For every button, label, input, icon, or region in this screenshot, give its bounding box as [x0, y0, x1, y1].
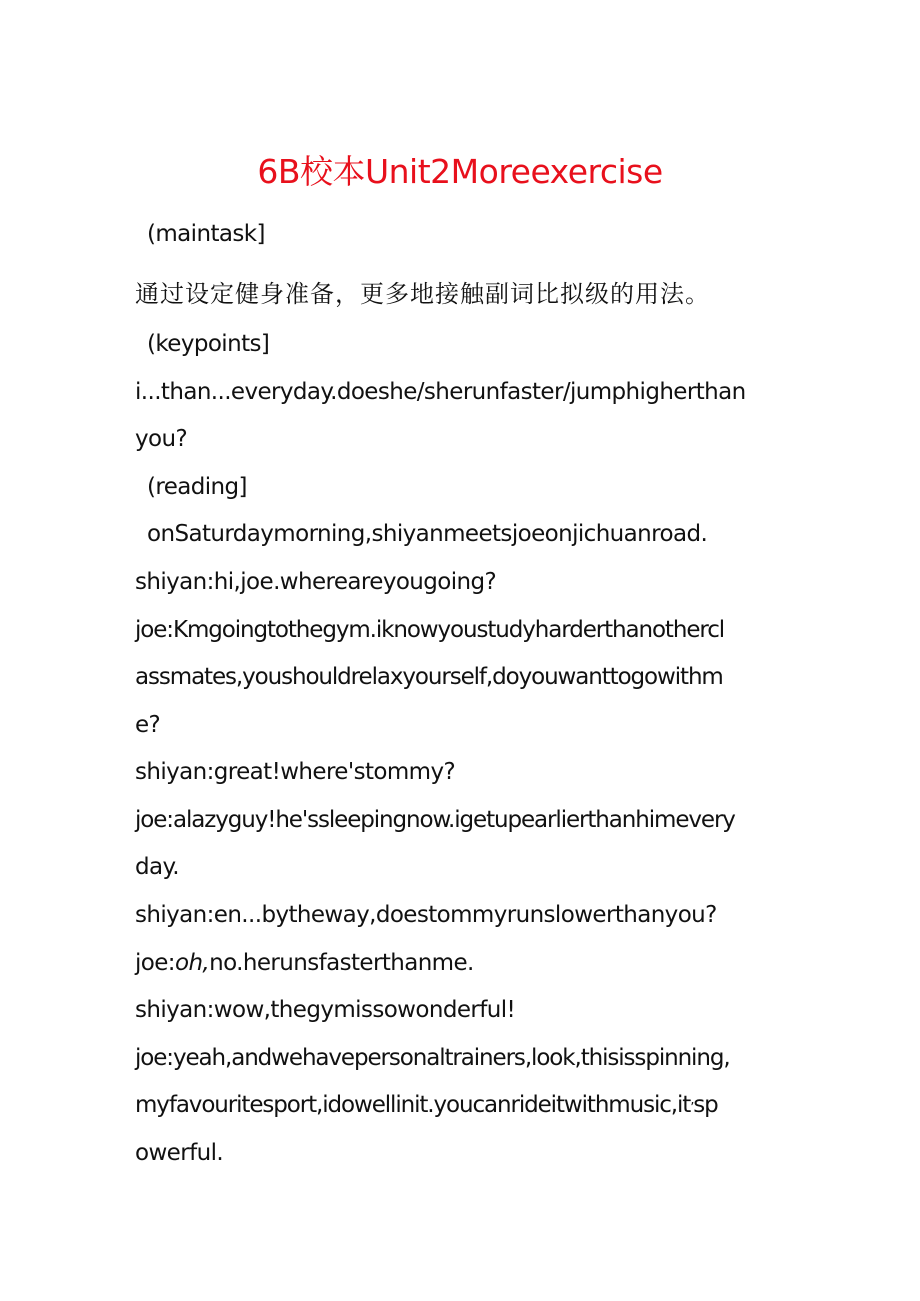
dialogue-line: day.: [135, 854, 179, 880]
dialogue-line: shiyan:en...bytheway,doestommyrunslowerthanyou?: [135, 902, 717, 928]
paragraph-line: onSaturdaymorning,shiyanmeetsjoeonjichuanroad.: [147, 521, 708, 547]
speaker-label: joe:: [135, 950, 175, 976]
section-heading-maintask: (maintask]: [147, 221, 265, 247]
dialogue-line: shiyan:wow,thegymissowonderful!: [135, 997, 516, 1023]
italic-interjection: oh,: [174, 950, 210, 976]
dialogue-text: no.herunsfasterthanme.: [209, 950, 474, 976]
dialogue-line: shiyan:great!where'stommy?: [135, 759, 456, 785]
small-apostrophe: ’: [690, 1101, 694, 1116]
dialogue-line: [135, 1089, 795, 1125]
document-title: 6B校本Unit2Moreexercise: [257, 152, 663, 191]
dialogue-text: sp: [693, 1092, 718, 1118]
dialogue-line: joe:alazyguy!he'ssleepingnow.igetupearlierthanhimevery: [135, 807, 735, 833]
paragraph-line: i...than...everyday.doeshe/sherunfaster/jumphigherthan: [135, 379, 746, 405]
dialogue-line: e?: [135, 712, 161, 738]
dialogue-text: myfavouritesport,idowellinit.youcanrideitwithmusic,it: [135, 1092, 691, 1118]
section-heading-keypoints: (keypoints]: [147, 331, 270, 357]
paragraph-line: you?: [135, 426, 188, 452]
dialogue-line: assmates,youshouldrelaxyourself,doyouwanttogowithm: [135, 664, 723, 690]
section-heading-reading: (reading]: [147, 474, 247, 500]
dialogue-line: joe:yeah,andwehavepersonaltrainers,look,thisisspinning,: [135, 1045, 730, 1071]
paragraph-line: 通过设定健身准备，更多地接触副词比拟级的用法。: [135, 280, 710, 308]
dialogue-line: [135, 947, 795, 979]
dialogue-line: shiyan:hi,joe.whereareyougoing?: [135, 569, 497, 595]
dialogue-line: owerful.: [135, 1140, 224, 1166]
dialogue-line: joe:Kmgoingtothegym.iknowyoustudyharderthanothercl: [135, 617, 725, 643]
